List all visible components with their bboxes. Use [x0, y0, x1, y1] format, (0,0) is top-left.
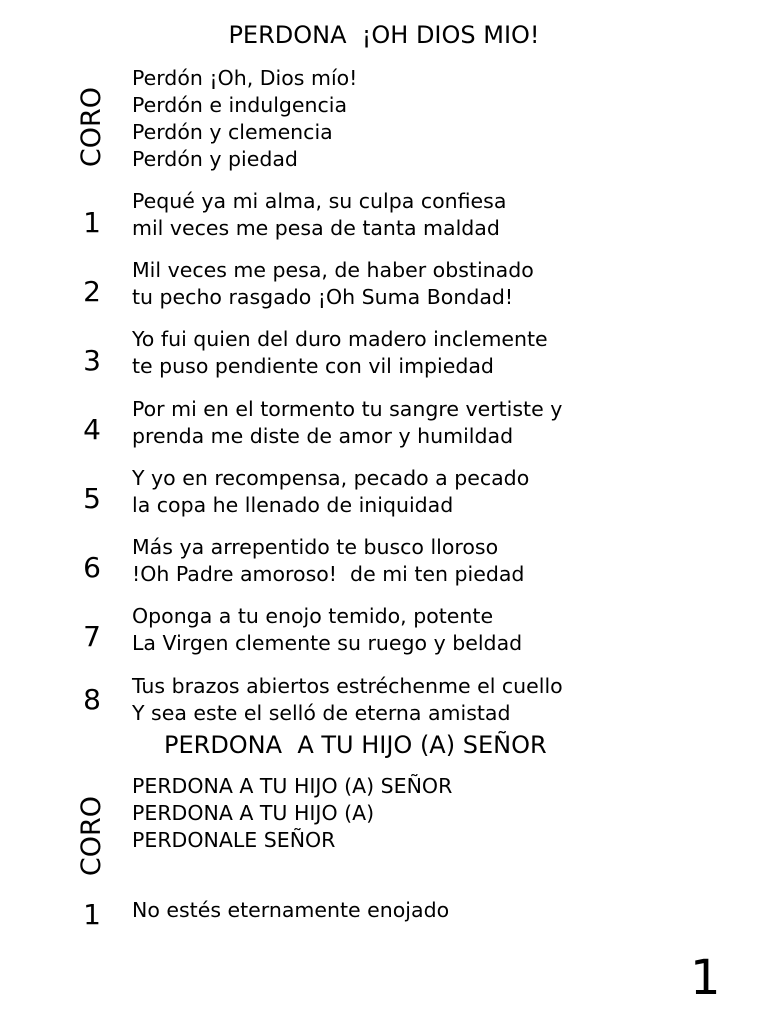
chorus-line: Perdón ¡Oh, Dios mío!: [132, 66, 358, 90]
verse-number: 6: [83, 551, 101, 584]
verse-line: Y sea este el selló de eterna amistad: [132, 701, 511, 725]
verse-number: 4: [83, 413, 101, 446]
verse-text: [132, 897, 449, 924]
verse-number: 2: [83, 275, 101, 308]
verse-number: 5: [83, 482, 101, 515]
verse-line: Tus brazos abiertos estréchenme el cuello: [132, 674, 563, 698]
hymn1-chorus: [132, 65, 357, 173]
chorus-line: PERDONA A TU HIJO (A): [132, 801, 375, 825]
verse-line: No estés eternamente enojado: [132, 898, 450, 922]
verse-line: Mil veces me pesa, de haber obstinado: [132, 258, 534, 282]
verse-number: 3: [83, 344, 101, 377]
hymn1-title: PERDONA ¡OH DIOS MIO!: [228, 21, 540, 49]
verse-line: La Virgen clemente su ruego y beldad: [132, 631, 523, 655]
verse-line: Yo fui quien del duro madero inclemente: [132, 327, 548, 351]
verse-text: [132, 188, 506, 242]
verse-text: [132, 534, 524, 588]
verse-text: [132, 396, 562, 450]
verse-line: prenda me diste de amor y humildad: [132, 424, 514, 448]
verse-line: tu pecho rasgado ¡Oh Suma Bondad!: [132, 285, 514, 309]
hymn2-title: PERDONA A TU HIJO (A) SEÑOR: [164, 731, 547, 759]
chorus-line: Perdón e indulgencia: [132, 93, 348, 117]
verse-number: 1: [83, 898, 101, 931]
hymn2-chorus-label: CORO: [76, 795, 108, 877]
verse-line: !Oh Padre amoroso! de mi ten piedad: [132, 562, 525, 586]
verse-line: la copa he llenado de iniquidad: [132, 493, 454, 517]
verse-text: [132, 326, 548, 380]
verse-line: Oponga a tu enojo temido, potente: [132, 604, 494, 628]
chorus-line: Perdón y clemencia: [132, 120, 333, 144]
hymn2-chorus: [132, 773, 452, 854]
verse-text: [132, 465, 529, 519]
verse-text: [132, 603, 522, 657]
verse-line: Y yo en recompensa, pecado a pecado: [132, 466, 530, 490]
verse-line: Pequé ya mi alma, su culpa confiesa: [132, 189, 507, 213]
verse-text: [132, 673, 563, 727]
chorus-line: PERDONA A TU HIJO (A) SEÑOR: [132, 774, 453, 798]
page-number: 1: [690, 950, 721, 1006]
verse-line: Más ya arrepentido te busco lloroso: [132, 535, 499, 559]
verse-number: 7: [83, 620, 101, 653]
hymn1-chorus-label: CORO: [76, 86, 108, 168]
verse-line: te puso pendiente con vil impiedad: [132, 354, 494, 378]
verse-line: mil veces me pesa de tanta maldad: [132, 216, 500, 240]
chorus-line: Perdón y piedad: [132, 147, 298, 171]
verse-number: 1: [83, 206, 101, 239]
chorus-line: PERDONALE SEÑOR: [132, 828, 336, 852]
verse-text: [132, 257, 534, 311]
verse-number: 8: [83, 683, 101, 716]
verse-line: Por mi en el tormento tu sangre vertiste y: [132, 397, 563, 421]
